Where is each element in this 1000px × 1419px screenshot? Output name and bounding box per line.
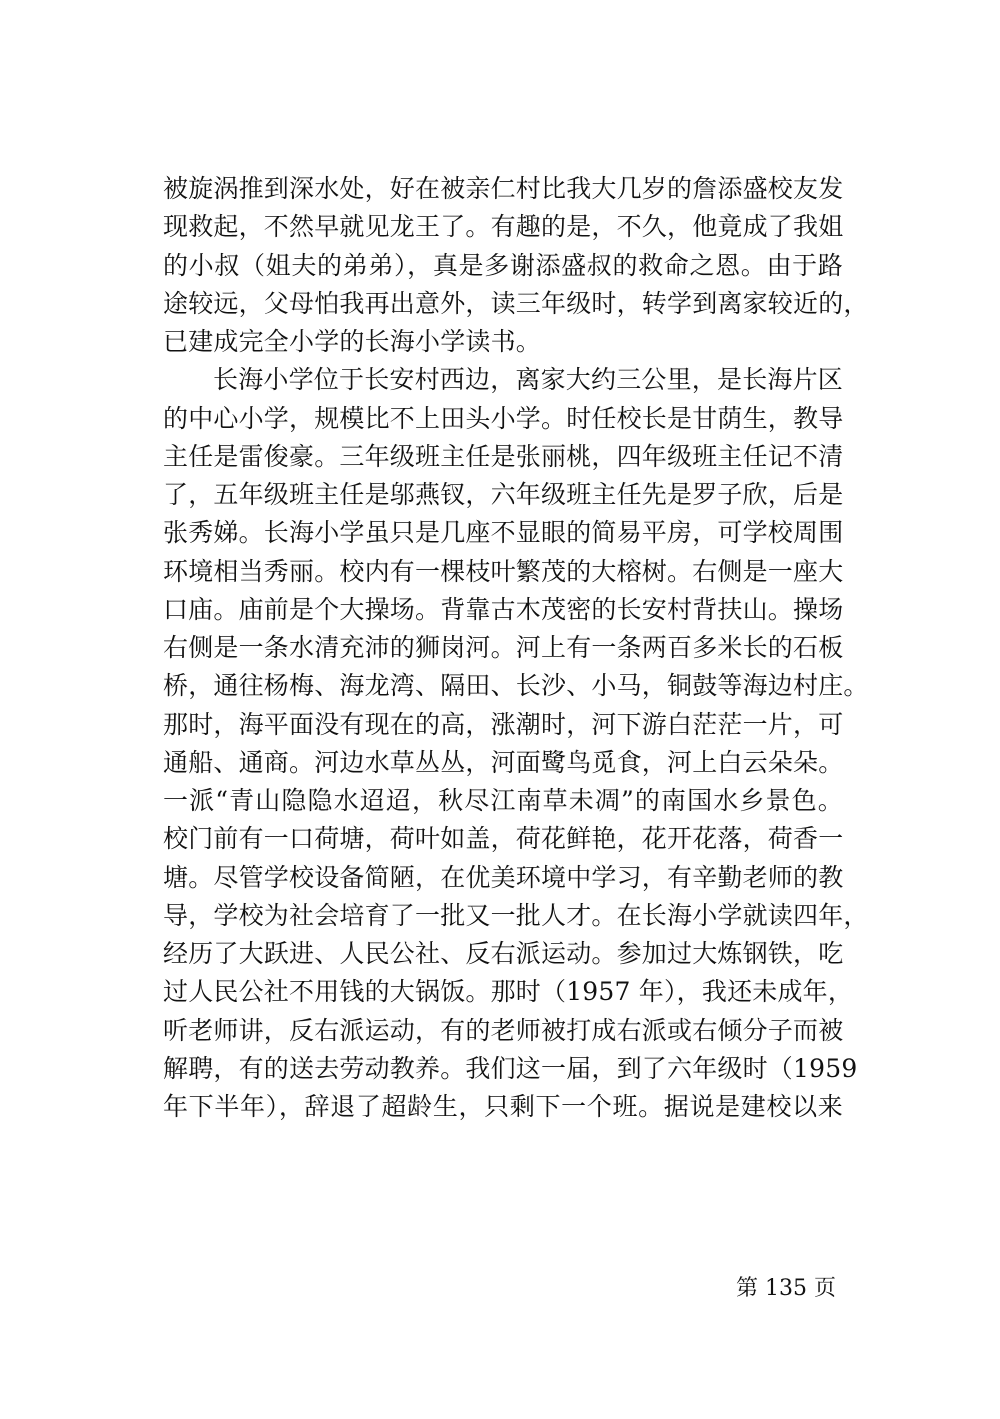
text-line: 被旋涡推到深水处，好在被亲仁村比我大几岁的詹添盛校友发: [163, 174, 844, 203]
text-line: 已建成完全小学的长海小学读书。: [163, 327, 542, 356]
text-line: 通船、通商。河边水草丛丛，河面鹭鸟觅食，河上白云朵朵。: [163, 747, 844, 777]
text-line: 一派“青山隐隐水迢迢，秋尽江南草未凋”的南国水乡景色。: [163, 786, 843, 815]
paragraph-2: [163, 361, 869, 1126]
text-line: 张秀娣。长海小学虽只是几座不显眼的简易平房，可学校周围: [163, 518, 844, 548]
text-line: 经历了大跃进、人民公社、反右派运动。参加过大炼钢铁，吃: [163, 939, 844, 968]
text-line: 长海小学位于长安村西边，离家大约三公里，是长海片区: [213, 365, 844, 395]
text-line: 口庙。庙前是个大操场。背靠古木茂密的长安村背扶山。操场: [163, 594, 844, 624]
text-line: 桥，通往杨梅、海龙湾、隔田、长沙、小马，铜鼓等海边村庄。: [163, 671, 869, 701]
text-line: 年下半年），辞退了超龄生，只剩下一个班。据说是建校以来: [163, 1092, 843, 1121]
text-line: 听老师讲，反右派运动，有的老师被打成右派或右倾分子而被: [163, 1015, 844, 1045]
text-line: 现救起，不然早就见龙王了。有趣的是，不久，他竟成了我姐: [163, 212, 844, 242]
text-line: 的中心小学，规模比不上田头小学。时任校长是甘荫生，教导: [163, 403, 844, 433]
text-line: 过人民公社不用钱的大锅饭。那时（1957 年），我还未成年，: [163, 977, 854, 1007]
text-line: 途较远，父母怕我再出意外，读三年级时，转学到离家较近的，: [163, 288, 869, 318]
text-line: 的小叔（姐夫的弟弟），真是多谢添盛叔的救命之恩。由于路: [163, 250, 843, 280]
text-line: 那时，海平面没有现在的高，涨潮时，河下游白茫茫一片，可: [163, 709, 844, 739]
text-line: 主任是雷俊豪。三年级班主任是张丽桃，四年级班主任记不清: [163, 441, 844, 471]
text-line: 塘。尽管学校设备简陋，在优美环境中学习，有辛勤老师的教: [163, 862, 844, 892]
text-line: 导，学校为社会培育了一批又一批人才。在长海小学就读四年，: [163, 900, 869, 930]
page-number: 第 135 页: [736, 1276, 836, 1301]
text-line: 右侧是一条水清充沛的狮岗河。河上有一条两百多米长的石板: [163, 633, 844, 662]
text-line: 环境相当秀丽。校内有一棵枝叶繁茂的大榕树。右侧是一座大: [163, 556, 844, 586]
paragraph-1: [163, 170, 869, 361]
text-line: 解聘，有的送去劳动教养。我们这一届，到了六年级时（1959: [163, 1053, 858, 1083]
text-line: 校门前有一口荷塘，荷叶如盖，荷花鲜艳，花开花落，荷香一: [163, 824, 844, 854]
page-body: [163, 170, 869, 1126]
text-line: 了，五年级班主任是邬燕钗，六年级班主任先是罗子欣，后是: [163, 480, 844, 509]
